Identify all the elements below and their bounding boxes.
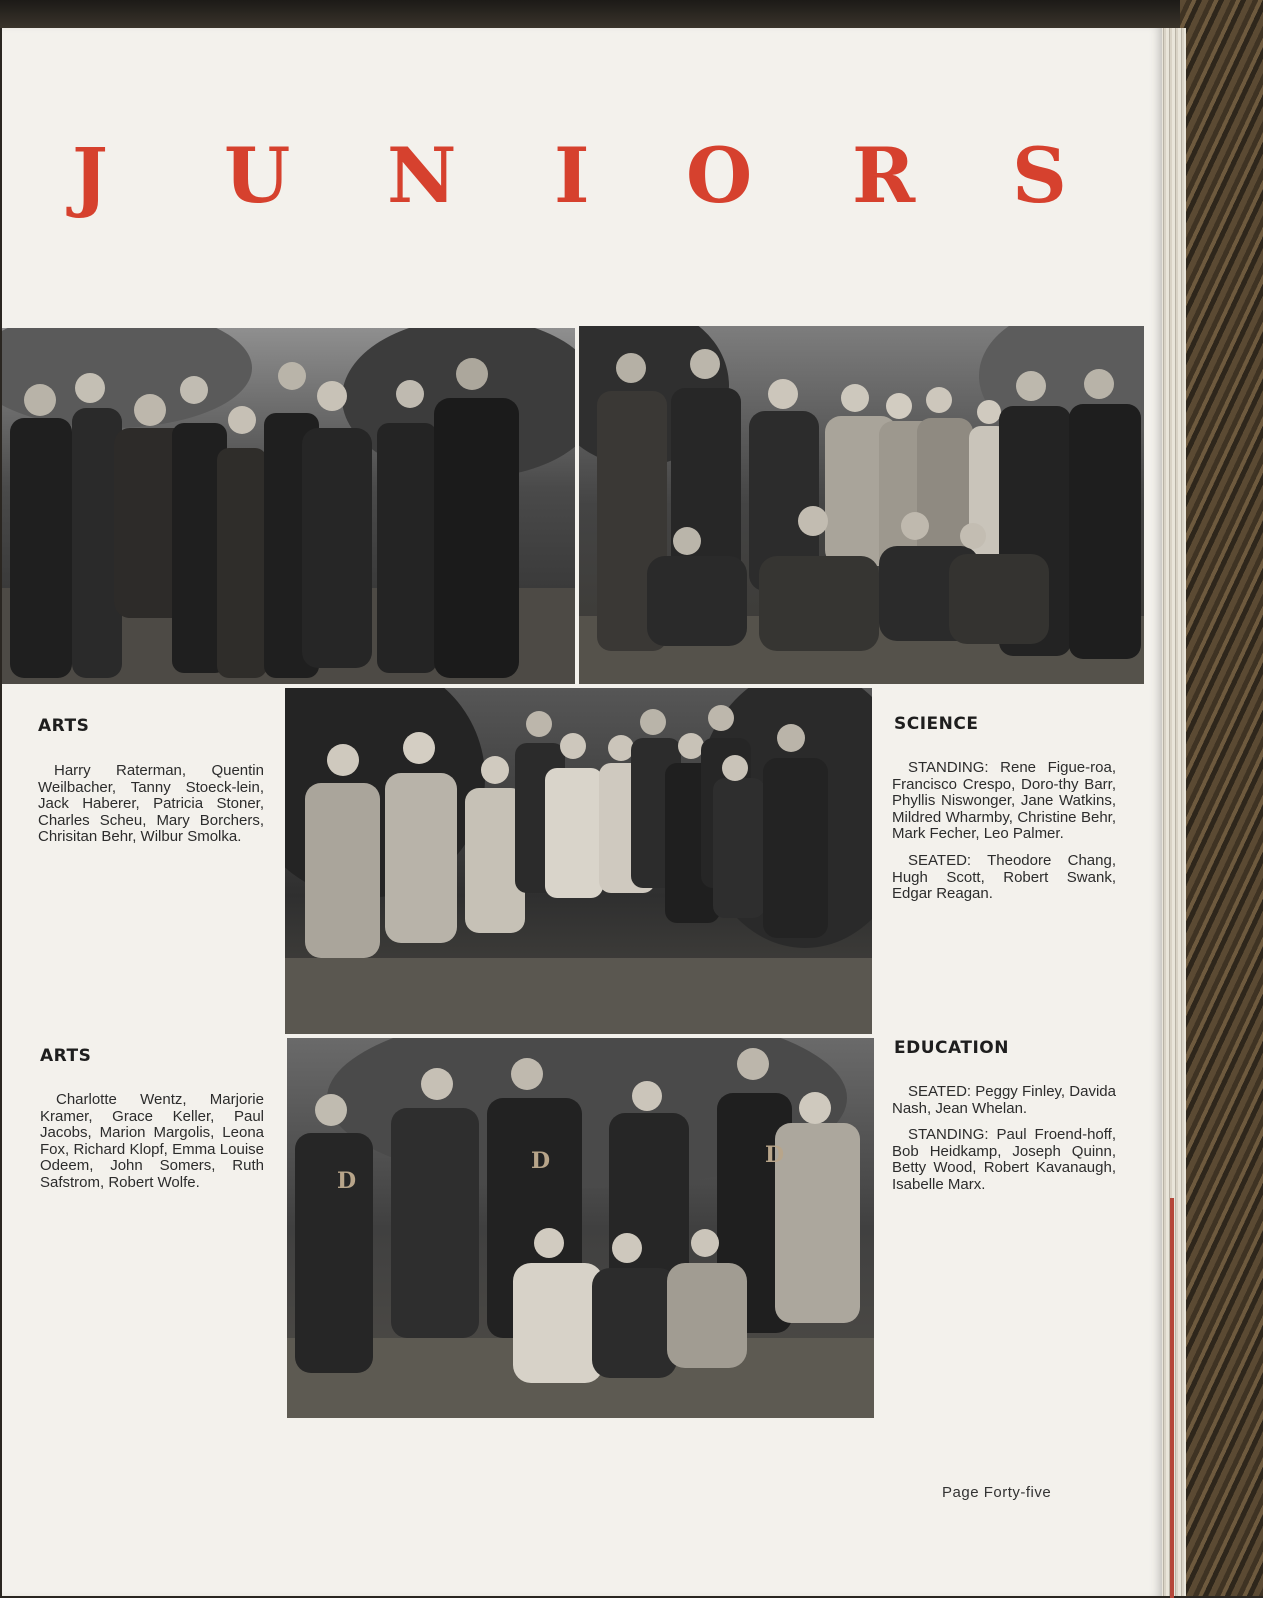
title-letter: J (72, 131, 108, 220)
title-letter: I (554, 131, 590, 220)
arts-names: Charlotte Wentz, Marjorie Kramer, Grace Keller, Paul Jacobs, Marion Margolis, Leona Fox, Richard Klopf, Emma Louise Odeem, John Somers, Ruth Safstrom, Robert Wolfe. (40, 1091, 264, 1191)
photo-image (287, 1038, 874, 1418)
arts-caption (40, 1092, 264, 1202)
book-cover-edge (1180, 0, 1263, 1596)
book-top-edge (0, 0, 1263, 28)
title-letter: U (224, 131, 291, 220)
education-standing: STANDING: Paul Froend-hoff, Bob Heidkamp, Joseph Quinn, Betty Wood, Robert Kavanaugh, Isabelle Marx. (892, 1126, 1116, 1193)
arts-group-photo-1 (2, 328, 575, 684)
science-seated: SEATED: Theodore Chang, Hugh Scott, Robert Swank, Edgar Reagan. (892, 851, 1116, 903)
page-number: Page Forty-five (942, 1484, 1052, 1501)
education-group-photo (287, 1038, 874, 1418)
arts-names: Harry Raterman, Quentin Weilbacher, Tanny Stoeck-lein, Jack Haberer, Patricia Stoner, Charles Scheu, Mary Borchers, Chrisitan Behr, Wilbur Smolka. (38, 762, 264, 846)
yearbook-page (2, 28, 1162, 1596)
title-letter: S (1012, 131, 1067, 220)
page-stack-edge (1160, 28, 1186, 1596)
svg-text:D: D (337, 1168, 357, 1194)
education-caption (892, 1084, 1116, 1204)
section-label-education: EDUCATION (894, 1038, 1009, 1058)
svg-text:D: D (531, 1148, 551, 1174)
photo-image (285, 688, 872, 1034)
photo-image (579, 326, 1144, 684)
title-letter: N (387, 131, 457, 220)
section-label-arts: ARTS (38, 716, 90, 736)
science-caption (892, 760, 1116, 913)
arts-caption (38, 763, 264, 856)
page-title (2, 28, 1162, 328)
svg-text:D: D (765, 1142, 785, 1168)
science-standing: STANDING: Rene Figue-roa, Francisco Crespo, Doro-thy Barr, Phyllis Niswonger, Jane Watkins, Mildred Wharmby, Christine Behr, Mark Fecher, Leo Palmer. (892, 759, 1116, 843)
science-group-photo (579, 326, 1144, 684)
section-label-arts: ARTS (40, 1046, 92, 1066)
photo-image (2, 328, 575, 684)
title-letter: O (686, 131, 753, 220)
section-label-science: SCIENCE (894, 714, 979, 734)
title-letter: R (852, 131, 916, 220)
education-seated: SEATED: Peggy Finley, Davida Nash, Jean Whelan. (892, 1083, 1116, 1117)
arts-group-photo-2 (285, 688, 872, 1034)
